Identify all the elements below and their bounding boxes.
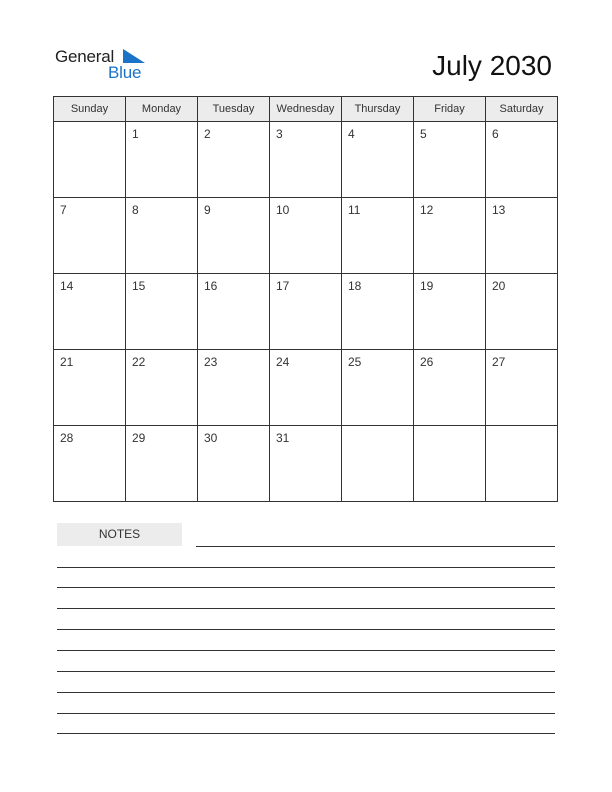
- day-cell: [342, 198, 414, 274]
- day-cell: [486, 122, 558, 198]
- day-cell: [198, 350, 270, 426]
- day-number: 7: [60, 203, 67, 217]
- day-number: 28: [60, 431, 74, 445]
- day-cell: [126, 122, 198, 198]
- note-line: [57, 650, 555, 651]
- weekday-header: Wednesday: [270, 97, 342, 122]
- day-cell: [54, 426, 126, 502]
- day-cell: [198, 426, 270, 502]
- note-line: [57, 629, 555, 630]
- day-number: 2: [204, 127, 211, 141]
- day-cell: [342, 122, 414, 198]
- day-number: 18: [348, 279, 362, 293]
- day-cell: [414, 350, 486, 426]
- day-number: 9: [204, 203, 211, 217]
- month-title: July 2030: [432, 50, 552, 81]
- day-cell: [198, 274, 270, 350]
- day-number: 8: [132, 203, 139, 217]
- logo-triangle-icon: [123, 49, 145, 63]
- brand-logo: [55, 47, 155, 83]
- day-number: 3: [276, 127, 283, 141]
- day-cell: [54, 122, 126, 198]
- logo-word-general: General: [55, 47, 115, 66]
- day-cell: [54, 350, 126, 426]
- weekday-header-row: [54, 97, 558, 122]
- day-cell: [486, 350, 558, 426]
- week-row: [54, 274, 558, 350]
- day-cell: [270, 350, 342, 426]
- day-cell: [414, 274, 486, 350]
- day-number: 4: [348, 127, 355, 141]
- day-number: 6: [492, 127, 499, 141]
- calendar-grid: [53, 96, 558, 502]
- day-number: 26: [420, 355, 434, 369]
- day-number: 19: [420, 279, 434, 293]
- day-cell: [270, 122, 342, 198]
- day-cell: [126, 198, 198, 274]
- week-row: [54, 350, 558, 426]
- day-cell: [270, 426, 342, 502]
- weekday-header: Tuesday: [198, 97, 270, 122]
- note-line: [57, 587, 555, 588]
- day-number: 17: [276, 279, 290, 293]
- day-number: 16: [204, 279, 218, 293]
- day-cell: [342, 426, 414, 502]
- day-number: 24: [276, 355, 290, 369]
- day-number: 14: [60, 279, 74, 293]
- day-cell: [342, 274, 414, 350]
- day-cell: [198, 122, 270, 198]
- day-cell: [54, 198, 126, 274]
- day-cell: [486, 274, 558, 350]
- day-number: 1: [132, 127, 139, 141]
- weekday-header: Sunday: [54, 97, 126, 122]
- day-cell: [270, 198, 342, 274]
- week-row: [54, 426, 558, 502]
- day-number: 5: [420, 127, 427, 141]
- day-cell: [342, 350, 414, 426]
- day-cell: [414, 122, 486, 198]
- day-number: 27: [492, 355, 506, 369]
- day-number: 29: [132, 431, 146, 445]
- day-cell: [414, 198, 486, 274]
- note-line: [57, 567, 555, 568]
- day-number: [486, 426, 557, 431]
- note-line: [57, 608, 555, 609]
- logo-word-blue: Blue: [108, 63, 142, 82]
- day-cell: [486, 198, 558, 274]
- day-number: 23: [204, 355, 218, 369]
- day-number: 25: [348, 355, 362, 369]
- day-cell: [270, 274, 342, 350]
- note-line: [196, 546, 555, 547]
- week-row: [54, 122, 558, 198]
- day-number: 20: [492, 279, 506, 293]
- week-row: [54, 198, 558, 274]
- day-cell: [486, 426, 558, 502]
- weekday-header: Saturday: [486, 97, 558, 122]
- day-number: [414, 426, 485, 431]
- day-number: 13: [492, 203, 506, 217]
- day-number: [54, 122, 125, 127]
- day-cell: [414, 426, 486, 502]
- day-number: 30: [204, 431, 218, 445]
- weekday-header: Friday: [414, 97, 486, 122]
- day-number: 22: [132, 355, 146, 369]
- day-cell: [54, 274, 126, 350]
- day-number: 31: [276, 431, 290, 445]
- weekday-header: Monday: [126, 97, 198, 122]
- day-cell: [198, 198, 270, 274]
- note-line: [57, 733, 555, 734]
- notes-label: NOTES: [57, 523, 182, 546]
- note-line: [57, 671, 555, 672]
- day-cell: [126, 426, 198, 502]
- day-number: 11: [348, 203, 361, 217]
- day-number: 10: [276, 203, 290, 217]
- note-line: [57, 713, 555, 714]
- day-number: 12: [420, 203, 434, 217]
- note-line: [57, 692, 555, 693]
- day-number: 15: [132, 279, 146, 293]
- day-number: 21: [60, 355, 74, 369]
- day-number: [342, 426, 413, 431]
- weekday-header: Thursday: [342, 97, 414, 122]
- day-cell: [126, 274, 198, 350]
- day-cell: [126, 350, 198, 426]
